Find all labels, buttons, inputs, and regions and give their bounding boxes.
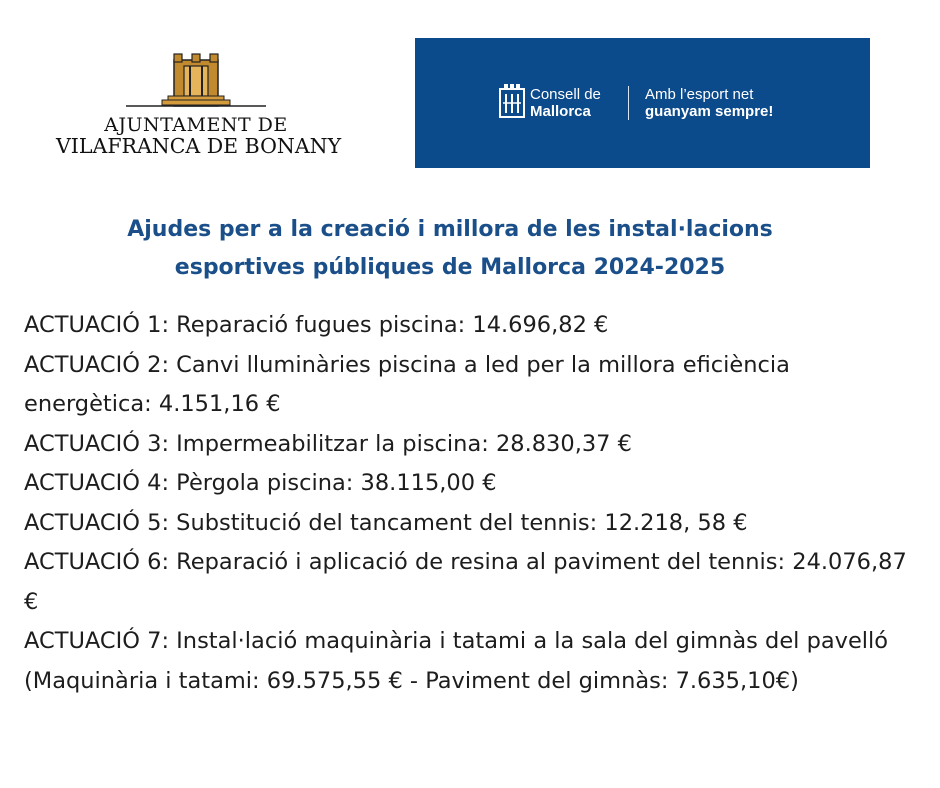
- consell-line2: Mallorca: [530, 103, 591, 120]
- slogan: [645, 86, 773, 120]
- municipality-line1: AJUNTAMENT DE: [104, 114, 288, 136]
- slogan-line1: Amb l’esport net: [645, 86, 754, 103]
- banner-divider: [628, 86, 629, 120]
- consell-banner: [415, 38, 870, 168]
- consell-name: [530, 86, 601, 120]
- tower-crest-icon: [56, 48, 336, 118]
- header: [0, 0, 940, 190]
- title-line1: Ajudes per a la creació i millora de les instal·lacions: [127, 217, 773, 242]
- consell-crest-icon: [499, 83, 525, 119]
- page-title: [20, 211, 880, 287]
- action-item-7: ACTUACIÓ 7: Instal·lació maquinària i tatami a la sala del gimnàs del pavelló (Maquinària i tatami: 69.575,55 € - Paviment del gimnàs: 7.635,10€): [24, 628, 889, 694]
- action-item-6: ACTUACIÓ 6: Reparació i aplicació de resina al paviment del tennis: 24.076,87 €: [24, 549, 907, 615]
- slogan-line2: guanyam sempre!: [645, 103, 774, 120]
- action-item-3: ACTUACIÓ 3: Impermeabilitzar la piscina: 28.830,37 €: [24, 430, 632, 457]
- consell-line1: Consell de: [530, 86, 601, 103]
- action-item-5: ACTUACIÓ 5: Substitució del tancament del tennis: 12.218, 58 €: [24, 509, 748, 536]
- action-item-2: ACTUACIÓ 2: Canvi lluminàries piscina a led per la millora eficiència energètica: 4.151,16 €: [24, 351, 790, 417]
- municipality-line2: VILAFRANCA DE BONANY: [56, 134, 342, 158]
- action-item-4: ACTUACIÓ 4: Pèrgola piscina: 38.115,00 €: [24, 470, 497, 496]
- actions-list: [24, 306, 924, 701]
- municipality-logo: [56, 48, 346, 160]
- action-item-1: ACTUACIÓ 1: Reparació fugues piscina: 14.696,82 €: [24, 312, 609, 338]
- title-line2: esportives públiques de Mallorca 2024-2025: [174, 255, 726, 280]
